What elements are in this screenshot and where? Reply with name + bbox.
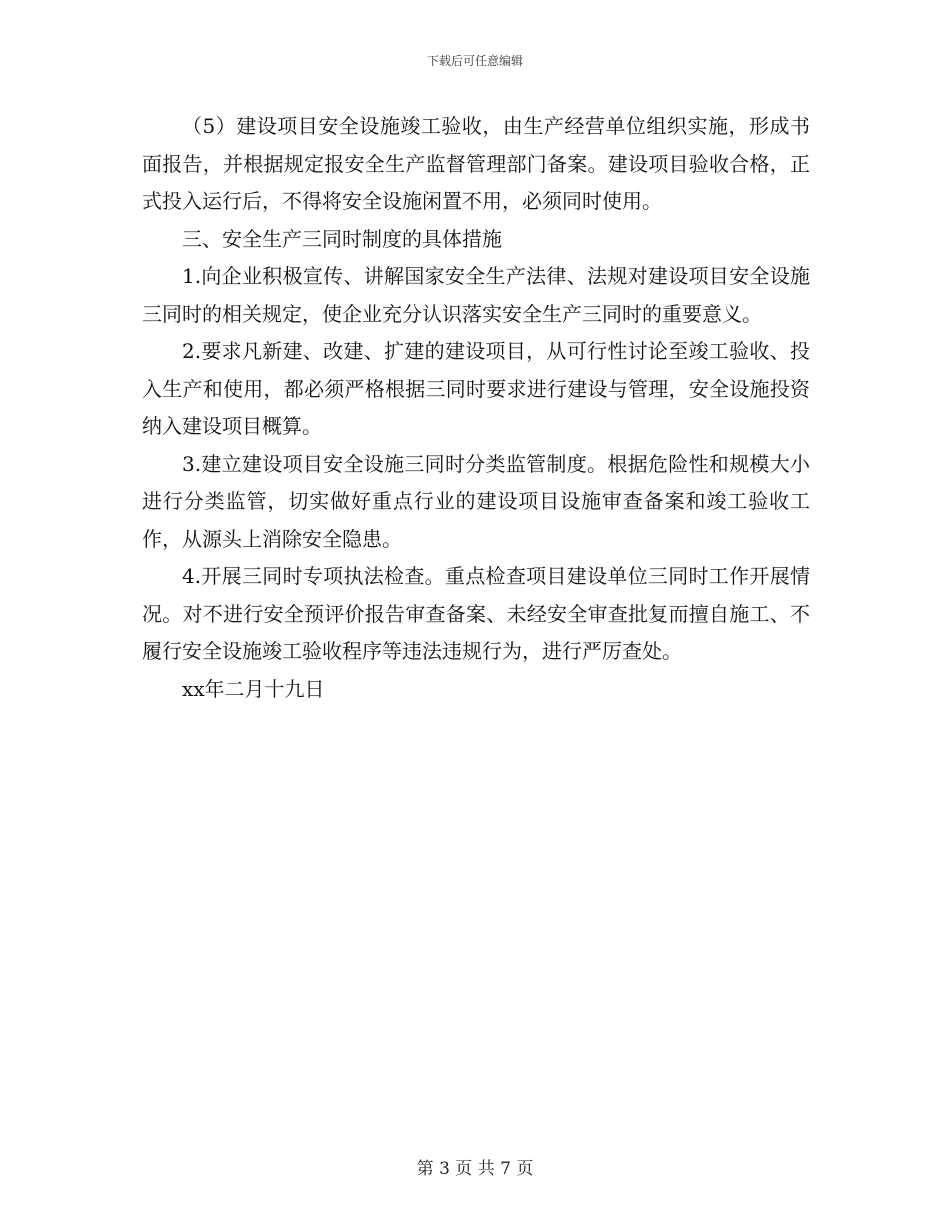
page-number: 第 3 页 共 7 页 bbox=[416, 1159, 534, 1179]
measure-item-2: 2.要求凡新建、改建、扩建的建设项目，从可行性讨论至竣工验收、投入生产和使用，都必须严格根据三同时要求进行建设与管理，安全设施投资纳入建设项目概算。 bbox=[142, 339, 810, 438]
measure-item-3: 3.建立建设项目安全设施三同时分类监管制度。根据危险性和规模大小进行分类监管，切实做好重点行业的建设项目设施审查备案和竣工验收工作，从源头上消除安全隐患。 bbox=[142, 451, 810, 551]
page-header: 下载后可任意编辑 bbox=[426, 54, 523, 68]
document-body bbox=[142, 108, 810, 708]
document-date: xx年二月十九日 bbox=[182, 676, 325, 701]
measure-item-4: 4.开展三同时专项执法检查。重点检查项目建设单位三同时工作开展情况。对不进行安全预评价报告审查备案、未经安全审查批复而擅自施工、不履行安全设施竣工验收程序等违法违规行为，进行严厉查处。 bbox=[142, 564, 810, 663]
measure-item-1: 1.向企业积极宣传、讲解国家安全生产法律、法规对建设项目安全设施三同时的相关规定，使企业充分认识落实安全生产三同时的重要意义。 bbox=[142, 264, 810, 326]
paragraph-acceptance: （5）建设项目安全设施竣工验收，由生产经营单位组织实施，形成书面报告，并根据规定报安全生产监督管理部门备案。建设项目验收合格，正式投入运行后，不得将安全设施闲置不用，必须同时使用。 bbox=[142, 114, 810, 213]
section-heading: 三、安全生产三同时制度的具体措施 bbox=[182, 226, 502, 251]
